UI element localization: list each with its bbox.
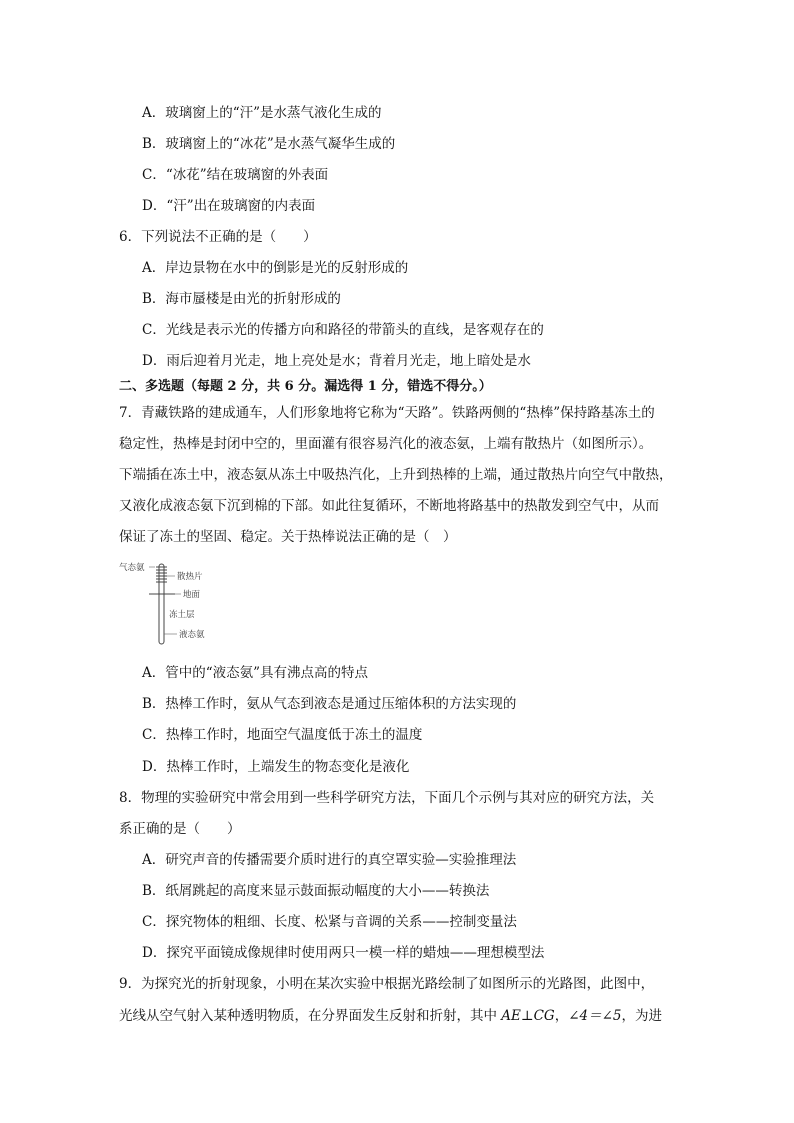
q5-option-a: A．玻璃窗上的“汗”是水蒸气液化生成的 xyxy=(142,105,382,121)
q7-line-5: 保证了冻土的坚固、稳定。关于热棒说法正确的是（ ） xyxy=(119,529,457,545)
ground-label: 地面 xyxy=(183,590,201,600)
fins-label: 散热片 xyxy=(177,572,203,582)
q9-line-2 xyxy=(119,1006,662,1026)
q7-line-1: 7．青藏铁路的建成通车，人们形象地将它称为“天路”。铁路两侧的“热棒”保持路基冻土的 xyxy=(119,405,655,421)
q6-option-d: D．雨后迎着月光走，地上亮处是水；背着月光走，地上暗处是水 xyxy=(142,353,531,369)
q9-line-2-text: 光线从空气射入某种透明物质，在分界面发生反射和折射，其中 xyxy=(119,1008,502,1024)
q9-line-2-sep: ， xyxy=(554,1008,569,1024)
q8-line-1: 8．物理的实验研究中常会用到一些科学研究方法，下面几个示例与其对应的研究方法，关 xyxy=(119,790,655,806)
q6-stem: 6．下列说法不正确的是（ ） xyxy=(119,229,317,245)
q9-line-2-end: ，为进 xyxy=(621,1008,663,1024)
heat-pipe-diagram xyxy=(119,558,239,648)
q5-option-b: B．玻璃窗上的“冰花”是水蒸气凝华生成的 xyxy=(142,136,396,152)
q7-line-4: 又液化成液态氨下沉到棉的下部。如此往复循环，不断地将路基中的热散发到空气中，从而 xyxy=(119,498,659,514)
q7-option-c: C．热棒工作时，地面空气温度低于冻土的温度 xyxy=(142,727,423,743)
q6-option-a: A．岸边景物在水中的倒影是光的反射形成的 xyxy=(142,260,409,276)
q9-line-1: 9．为探究光的折射现象，小明在某次实验中根据光路绘制了如图所示的光路图，此图中， xyxy=(119,976,655,992)
frozen-soil-label: 冻土层 xyxy=(169,610,195,620)
q7-option-d: D．热棒工作时，上端发生的物态变化是液化 xyxy=(142,759,410,775)
q8-option-c: C．探究物体的粗细、长度、松紧与音调的关系——控制变量法 xyxy=(142,914,517,930)
q8-line-2: 系正确的是（ ） xyxy=(119,821,241,837)
fins-graphic xyxy=(156,567,167,582)
q7-option-b: B．热棒工作时，氨从气态到液态是通过压缩体积的方法实现的 xyxy=(142,696,517,712)
liquid-ammonia-label: 液态氨 xyxy=(179,630,205,640)
q7-line-3: 下端插在冻土中，液态氨从冻土中吸热汽化，上升到热棒的上端，通过散热片向空气中散热， xyxy=(119,467,673,483)
q7-line-2: 稳定性，热棒是封闭中空的，里面灌有很容易汽化的液态氨，上端有散热片（如图所示）。 xyxy=(119,436,653,452)
q5-option-c: C．“冰花”结在玻璃窗的外表面 xyxy=(142,167,329,183)
gas-ammonia-label: 气态氨 xyxy=(119,563,145,573)
q9-math-perpendicular: AE⊥CG xyxy=(501,1008,555,1024)
q8-option-b: B．纸屑跳起的高度来显示鼓面振动幅度的大小——转换法 xyxy=(142,883,490,899)
q9-math-angles: ∠4＝∠5 xyxy=(568,1008,622,1024)
q6-option-c: C．光线是表示光的传播方向和路径的带箭头的直线，是客观存在的 xyxy=(142,322,544,338)
q8-option-a: A．研究声音的传播需要介质时进行的真空罩实验—实验推理法 xyxy=(142,852,517,868)
q8-option-d: D．探究平面镜成像规律时使用两只一模一样的蜡烛——理想模型法 xyxy=(142,945,545,961)
q7-option-a: A．管中的“液态氨”具有沸点高的特点 xyxy=(142,665,369,681)
section-title: 二、多选题（每题 2 分，共 6 分。漏选得 1 分，错选不得分。） xyxy=(119,379,492,394)
q6-option-b: B．海市蜃楼是由光的折射形成的 xyxy=(142,291,341,307)
q5-option-d: D．“汗”出在玻璃窗的内表面 xyxy=(142,198,316,214)
